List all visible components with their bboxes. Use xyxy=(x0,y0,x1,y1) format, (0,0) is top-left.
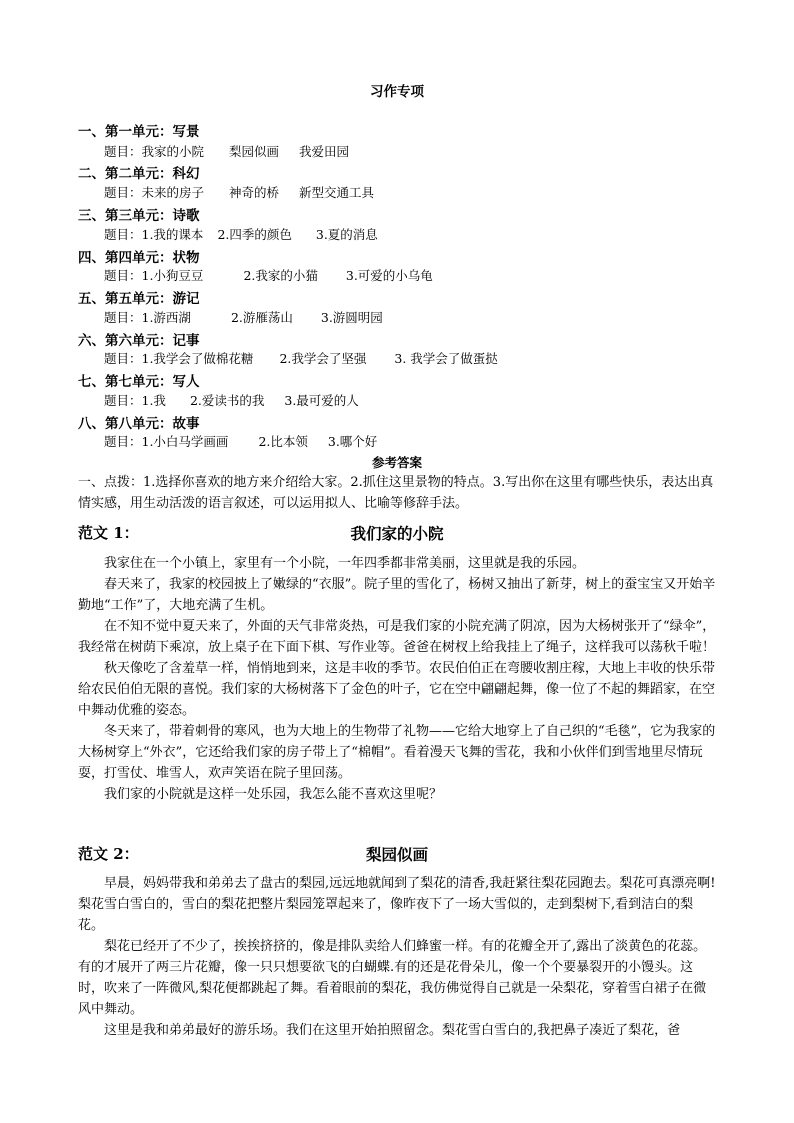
essay1-body xyxy=(78,553,718,805)
unit-topics xyxy=(104,308,383,326)
unit-topics xyxy=(104,142,349,160)
essay-paragraph: 冬天来了，带着刺骨的寒风，也为大地上的生物带了礼物——它给大地穿上了自己织的“毛毯”，它为我家的大杨树穿上“外衣”，它还给我们家的房子带上了“棉帽”。看着漫天飞舞的雪花，我和小伙伴们到雪地里尽情玩耍，打雪仗、堆雪人，欢声笑语在院子里回荡。 xyxy=(78,724,716,781)
unit-topics xyxy=(104,432,377,450)
topic-item: 2.游雁荡山 xyxy=(230,310,293,325)
unit-heading: 八、第八单元：故事 xyxy=(78,416,200,432)
topic-item: 题目：1.我 xyxy=(104,393,166,408)
essay-paragraph: 我们家的小院就是这样一处乐园，我怎么能不喜欢这里呢？ xyxy=(104,787,443,802)
topic-item: 神奇的桥 xyxy=(229,185,280,200)
essay-paragraph: 春天来了，我家的校园披上了嫩绿的“衣服”。院子里的雪化了，杨树又抽出了新芽，树上的蚕宝宝又开始辛勤地“工作”了，大地充满了生机。 xyxy=(78,577,716,613)
unit-heading: 一、第一单元：写景 xyxy=(78,124,200,140)
topic-item: 3.最可爱的人 xyxy=(284,393,359,408)
tips-paragraph xyxy=(78,472,718,514)
unit-heading: 二、第二单元：科幻 xyxy=(78,166,200,182)
topic-item: 2.比本领 xyxy=(258,434,308,449)
essay2-title: 梨园似画 xyxy=(365,845,428,864)
page-title: 习作专项 xyxy=(370,84,424,100)
topic-item: 题目：1.小白马学画画 xyxy=(104,434,229,449)
essay1-title: 我们家的小院 xyxy=(350,524,444,543)
topic-item: 题目：我家的小院 xyxy=(104,144,205,159)
essay2-label: 范文 2： xyxy=(78,845,139,863)
unit-topics xyxy=(104,266,433,284)
topic-item: 题目：1.游西湖 xyxy=(104,310,191,325)
essay-paragraph: 在不知不觉中夏天来了，外面的天气非常炎热，可是我们家的小院充满了阴凉，因为大杨树张开了“绿伞”，我经常在树荫下乘凉，放上桌子在下面下棋、写作业等。爸爸在树杈上给我挂上了绳子，这样我可以荡秋千啦！ xyxy=(78,619,716,655)
essay1-label: 范文 1： xyxy=(78,524,139,542)
unit-heading: 五、第五单元：游记 xyxy=(78,291,200,307)
topic-item: 题目：1.小狗豆豆 xyxy=(104,268,204,283)
topic-item: 3.游圆明园 xyxy=(320,310,383,325)
essay2-body xyxy=(78,873,718,1041)
topic-item: 梨园似画 xyxy=(229,144,280,159)
essay-paragraph: 梨花已经开了不少了，挨挨挤挤的，像是排队卖给人们蜂蜜一样。有的花瓣全开了,露出了淡黄色的花蕊。有的才展开了两三片花瓣，像一只只想要欲飞的白蝴蝶.有的还是花骨朵儿，像一个个要暴裂开的小馒头。这时，吹来了一阵微风,梨花便都跳起了舞。看着眼前的梨花，我仿佛觉得自己就是一朵梨花，穿着雪白裙子在微风中舞动。 xyxy=(78,939,707,1017)
essay-paragraph: 早晨，妈妈带我和弟弟去了盘古的梨园,远远地就闻到了梨花的清香,我赶紧往梨花园跑去。梨花可真漂亮啊!梨花雪白雪白的，雪白的梨花把整片梨园笼罩起来了，像昨夜下了一场大雪似的，走到梨树下,看到洁白的梨花。 xyxy=(78,876,716,933)
topic-item: 题目：1.我的课本 xyxy=(104,227,204,242)
topic-item: 2.四季的颜色 xyxy=(217,227,292,242)
unit-topics xyxy=(104,349,498,367)
tips-text: 一、点拨：1.选择你喜欢的地方来介绍给大家。2.抓住这里景物的特点。3.写出你在这里有哪些快乐，表达出真情实感，用生动活泼的语言叙述，可以运用拟人、比喻等修辞手法。 xyxy=(78,475,714,511)
answer-heading: 参考答案 xyxy=(371,455,422,470)
topic-item: 3.可爱的小乌龟 xyxy=(345,268,433,283)
topic-item: 3.夏的消息 xyxy=(315,227,378,242)
topic-item: 3.哪个好 xyxy=(327,434,378,449)
unit-topics xyxy=(104,391,359,409)
unit-topics xyxy=(104,225,378,243)
topic-item: 我爱田园 xyxy=(299,144,350,159)
topic-item: 3. 我学会了做蛋挞 xyxy=(394,351,498,366)
topic-item: 2.爱读书的我 xyxy=(189,393,265,408)
essay-paragraph: 秋天像吃了含羞草一样，悄悄地到来，这是丰收的季节。农民伯伯正在弯腰收割庄稼，大地上丰收的快乐带给农民伯伯无限的喜悦。我们家的大杨树落下了金色的叶子，它在空中翩翩起舞，像一位了不起的舞蹈家，在空中舞动优雅的姿态。 xyxy=(78,661,716,718)
topic-item: 新型交通工具 xyxy=(299,185,375,200)
unit-heading: 四、第四单元：状物 xyxy=(78,250,200,266)
topic-item: 题目：1.我学会了做棉花糖 xyxy=(104,351,254,366)
topic-item: 题目：未来的房子 xyxy=(104,185,205,200)
essay-paragraph: 这里是我和弟弟最好的游乐场。我们在这里开始拍照留念。梨花雪白雪白的,我把鼻子凑近了梨花，爸 xyxy=(104,1023,681,1038)
essay-paragraph: 我家住在一个小镇上，家里有一个小院，一年四季都非常美丽，这里就是我的乐园。 xyxy=(104,556,586,571)
unit-heading: 三、第三单元：诗歌 xyxy=(78,208,200,224)
unit-heading: 七、第七单元：写人 xyxy=(78,374,200,390)
topic-item: 2.我学会了坚强 xyxy=(279,351,367,366)
unit-topics xyxy=(104,183,374,201)
topic-item: 2.我家的小猫 xyxy=(243,268,318,283)
unit-heading: 六、第六单元：记事 xyxy=(78,333,200,349)
